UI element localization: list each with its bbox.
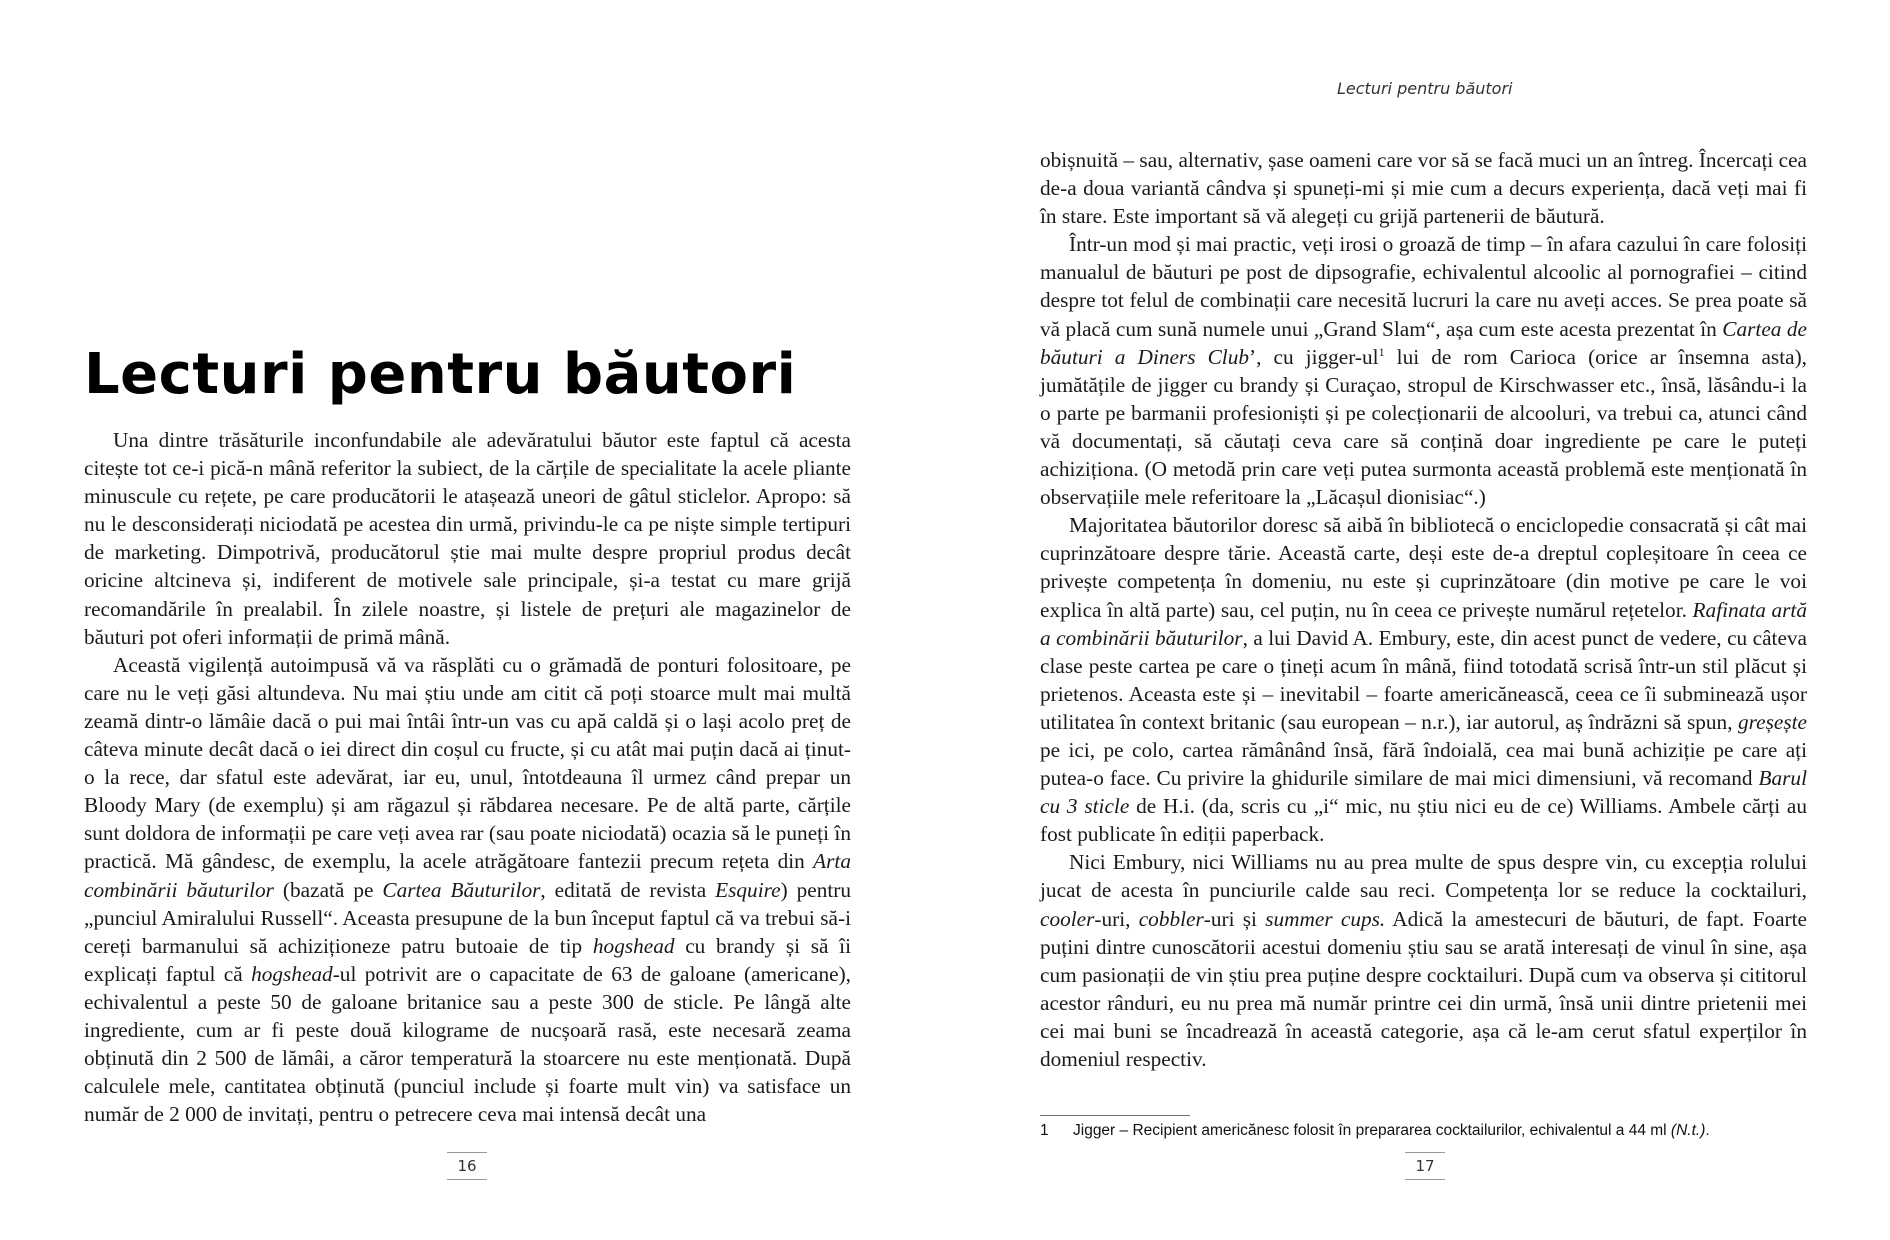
footnote-divider (1040, 1115, 1190, 1116)
paragraph: Această vigilență autoimpusă vă va răsplăti cu o grămadă de ponturi folositoare, pe care nu le veți găsi altundeva. Nu mai știu unde am citit că poți stoarce mult mai multă zeamă dintr-o lămâie dacă o pui mai întâi într-un vas cu apă caldă și o lași acolo preț de câteva minute decât dacă o iei direct din coșul cu fructe, și cu atât mai puțin dacă ai ținut-o la rece, dar sfatul este adevărat, iar eu, unul, întotdeauna îl urmez când prepar un Bloody Mary (de exemplu) și am răgazul și răbdarea necesare. Pe de altă parte, cărțile sunt doldora de informații pe care veți avea rar (sau poate niciodată) ocazia să le puneți în practică. Mă gândesc, de exemplu, la acele atrăgătoare fantezii precum rețeta din Arta combinării băuturilor (bazată pe Cartea Băuturilor, editată de revista Esquire) pentru „punciul Amiralului Russell“. Aceasta presupune de la bun început faptul că va trebui să-i cereți barmanului să achiziționeze patru butoaie de tip hogshead cu brandy și să îi explicați faptul că hogshead-ul potrivit are o capacitate de 63 de galoane (americane), echivalentul a peste 50 de galoane britanice sau a peste 300 de sticle. Pe lângă alte ingrediente, cum ar fi peste două kilograme de nucșoară rasă, este necesară zeama obținută din 2 500 de lămâi, a căror temperatură la stoarcere nu este menționată. După calculele mele, cantitatea obținută (punciul include și foarte mult vin) va satisface un număr de 2 000 de invitați, pentru o petrecere ceva mai intensă decât una (84, 652, 852, 1127)
foreign-term: cobbler (1138, 906, 1204, 931)
book-title: Barul cu 3 sticle (1040, 766, 1807, 819)
paragraph: Majoritatea băutorilor doresc să aibă în bibliotecă o enciclopedie consacrată și cât mai cuprinzătoare despre tărie. Această carte, deși este de-a dreptul copleșitoare în ceea ce privește competența în domeniu, nu este și cuprinzătoare (din motive pe care le voi explica în altă parte) sau, cel puțin, nu în ceea ce privește numărul rețetelor. Rafinata artă a combinării băuturilor, a lui David A. Embury, este, din acest punct de vedere, cu câteva clase peste cartea pe care o țineți acum în mână, fiind totodată scrisă într-un stil plăcut și prietenos. Aceasta este și – inevitabil – foarte americănească, ceea ce îi subminează ușor utilitatea în context britanic (sau european – n.r.), iar autorul, aș îndrăzni să spun, greșește pe ici, pe colo, cartea rămânând însă, fără îndoială, cea mai bună achiziție pe care ați putea-o face. Cu privire la ghidurile similare de mai mici dimensiuni, vă recomand Barul cu 3 sticle de H.i. (da, scris cu „i“ mic, nu știu nici eu de ce) Williams. Ambele cărți au fost publicate în ediții paperback. (1040, 513, 1807, 847)
foreign-term: hogshead (251, 961, 333, 986)
paragraph: Într-un mod și mai practic, veți irosi o groază de timp – în afara cazului în care folosiți manualul de băuturi pe post de dipsografie, echivalentul alcoolic al pornografiei – citind despre tot felul de combinații care necesită lucruri la care nu aveți acces. Se prea poate să vă placă cum sună numele unui „Grand Slam“, așa cum este acesta prezentat în Cartea de băuturi a Diners Club’, cu jigger-$ul^1$ lui de rom Carioca (orice ar însemna asta), jumătățile de jigger cu brandy și Curaçao, stropul de Kirschwasser etc., însă, lăsându-i la o parte pe barmanii profesioniști și pe colecționarii de alcooluri, va trebui ca, atunci când vă documentați, să căutați ceva care să conțină doar ingrediente pe care le puteți achiziționa. (O metodă prin care veți putea surmonta această problemă este menționată în observațiile mele referitoare la „Lăcașul dionisiac“.) (1040, 232, 1807, 510)
paragraph: Nici Embury, nici Williams nu au prea multe de spus despre vin, cu excepția rolului jucat de acesta în punciurile calde sau reci. Competența lor se reduce la cocktailuri, cooler-uri, cobbler-uri și summer cups. Adică la amestecuri de băuturi, de fapt. Foarte puțini dintre cunoscătorii acestui domeniu știu sau se arată interesați de vinul în sine, așa cum pasionații de vin știu prea puține despre cocktailuri. După cum va observa și cititorul acestor rânduri, eu nu prea mă număr printre cei din urmă, însă unii dintre prietenii mei cei mai buni se încadrează în această categorie, așa că le-am cerut sfatul experților în domeniul respectiv. (1040, 850, 1807, 1071)
page-number: 16 (447, 1152, 487, 1180)
page-number: 17 (1405, 1152, 1445, 1180)
footnote: 1 Jigger – Recipient americănesc folosit în prepararea cocktailurilor, echivalentul a 44 ml (N.t.). (1040, 1122, 1710, 1139)
book-title: Arta combinării băuturilor (84, 849, 851, 902)
foreign-term: cooler (1040, 906, 1095, 931)
right-body-text (1040, 146, 1807, 1073)
footnote-text: Jigger – Recipient americănesc folosit în prepararea cocktailurilor, echivalentul a 44 ml (1073, 1122, 1671, 1139)
chapter-title: Lecturi pentru băutori (84, 342, 797, 407)
foreign-term: summer cups. (1265, 906, 1386, 931)
book-title: Cartea de băuturi a Diners Club (1040, 316, 1807, 369)
paragraph-continued: obișnuită – sau, alternativ, șase oameni care vor să se facă muci un an întreg. Încercați cea de-a doua variantă cândva și spuneți-mi și mie cum a decurs experiența, dacă veți mai fi în stare. Este important să vă alegeți cu grijă partenerii de băutură. (1040, 148, 1807, 229)
book-title: Rafinata artă a combinării băuturilor (1040, 597, 1807, 650)
left-body-text (84, 426, 851, 1128)
magazine-title: Esquire (715, 877, 781, 902)
footnote-number: 1 (1040, 1122, 1049, 1139)
emphasis: greșește (1738, 709, 1807, 734)
footnote-note: (N.t.) (1670, 1122, 1706, 1139)
book-title: Cartea Băuturilor (382, 877, 541, 902)
paragraph: Una dintre trăsăturile inconfundabile ale adevăratului băutor este faptul că acesta citește tot ce-i pică-n mână referitor la subiect, de la cărțile de specialitate la acele pliante minuscule cu rețete, pe care producătorii le atașează uneori de gâtul sticlelor. Apropo: să nu le desconsiderați niciodată pe acestea din urmă, privindu-le ca pe niște simple tertipuri de marketing. Dimpotrivă, producătorul știe mai multe despre propriul produs decât oricine altcineva și, indiferent de motivele sale principale, și-a testat cu mare grijă recomandările în prealabil. În zilele noastre, și listele de prețuri ale magazinelor de băuturi pot oferi informații de primă mână. (84, 428, 851, 649)
foreign-term: hogshead (592, 933, 675, 958)
footnote-reference[interactable]: 1 (1378, 344, 1385, 359)
right-page (945, 0, 1890, 1240)
running-header: Lecturi pentru băutori (1337, 79, 1513, 98)
